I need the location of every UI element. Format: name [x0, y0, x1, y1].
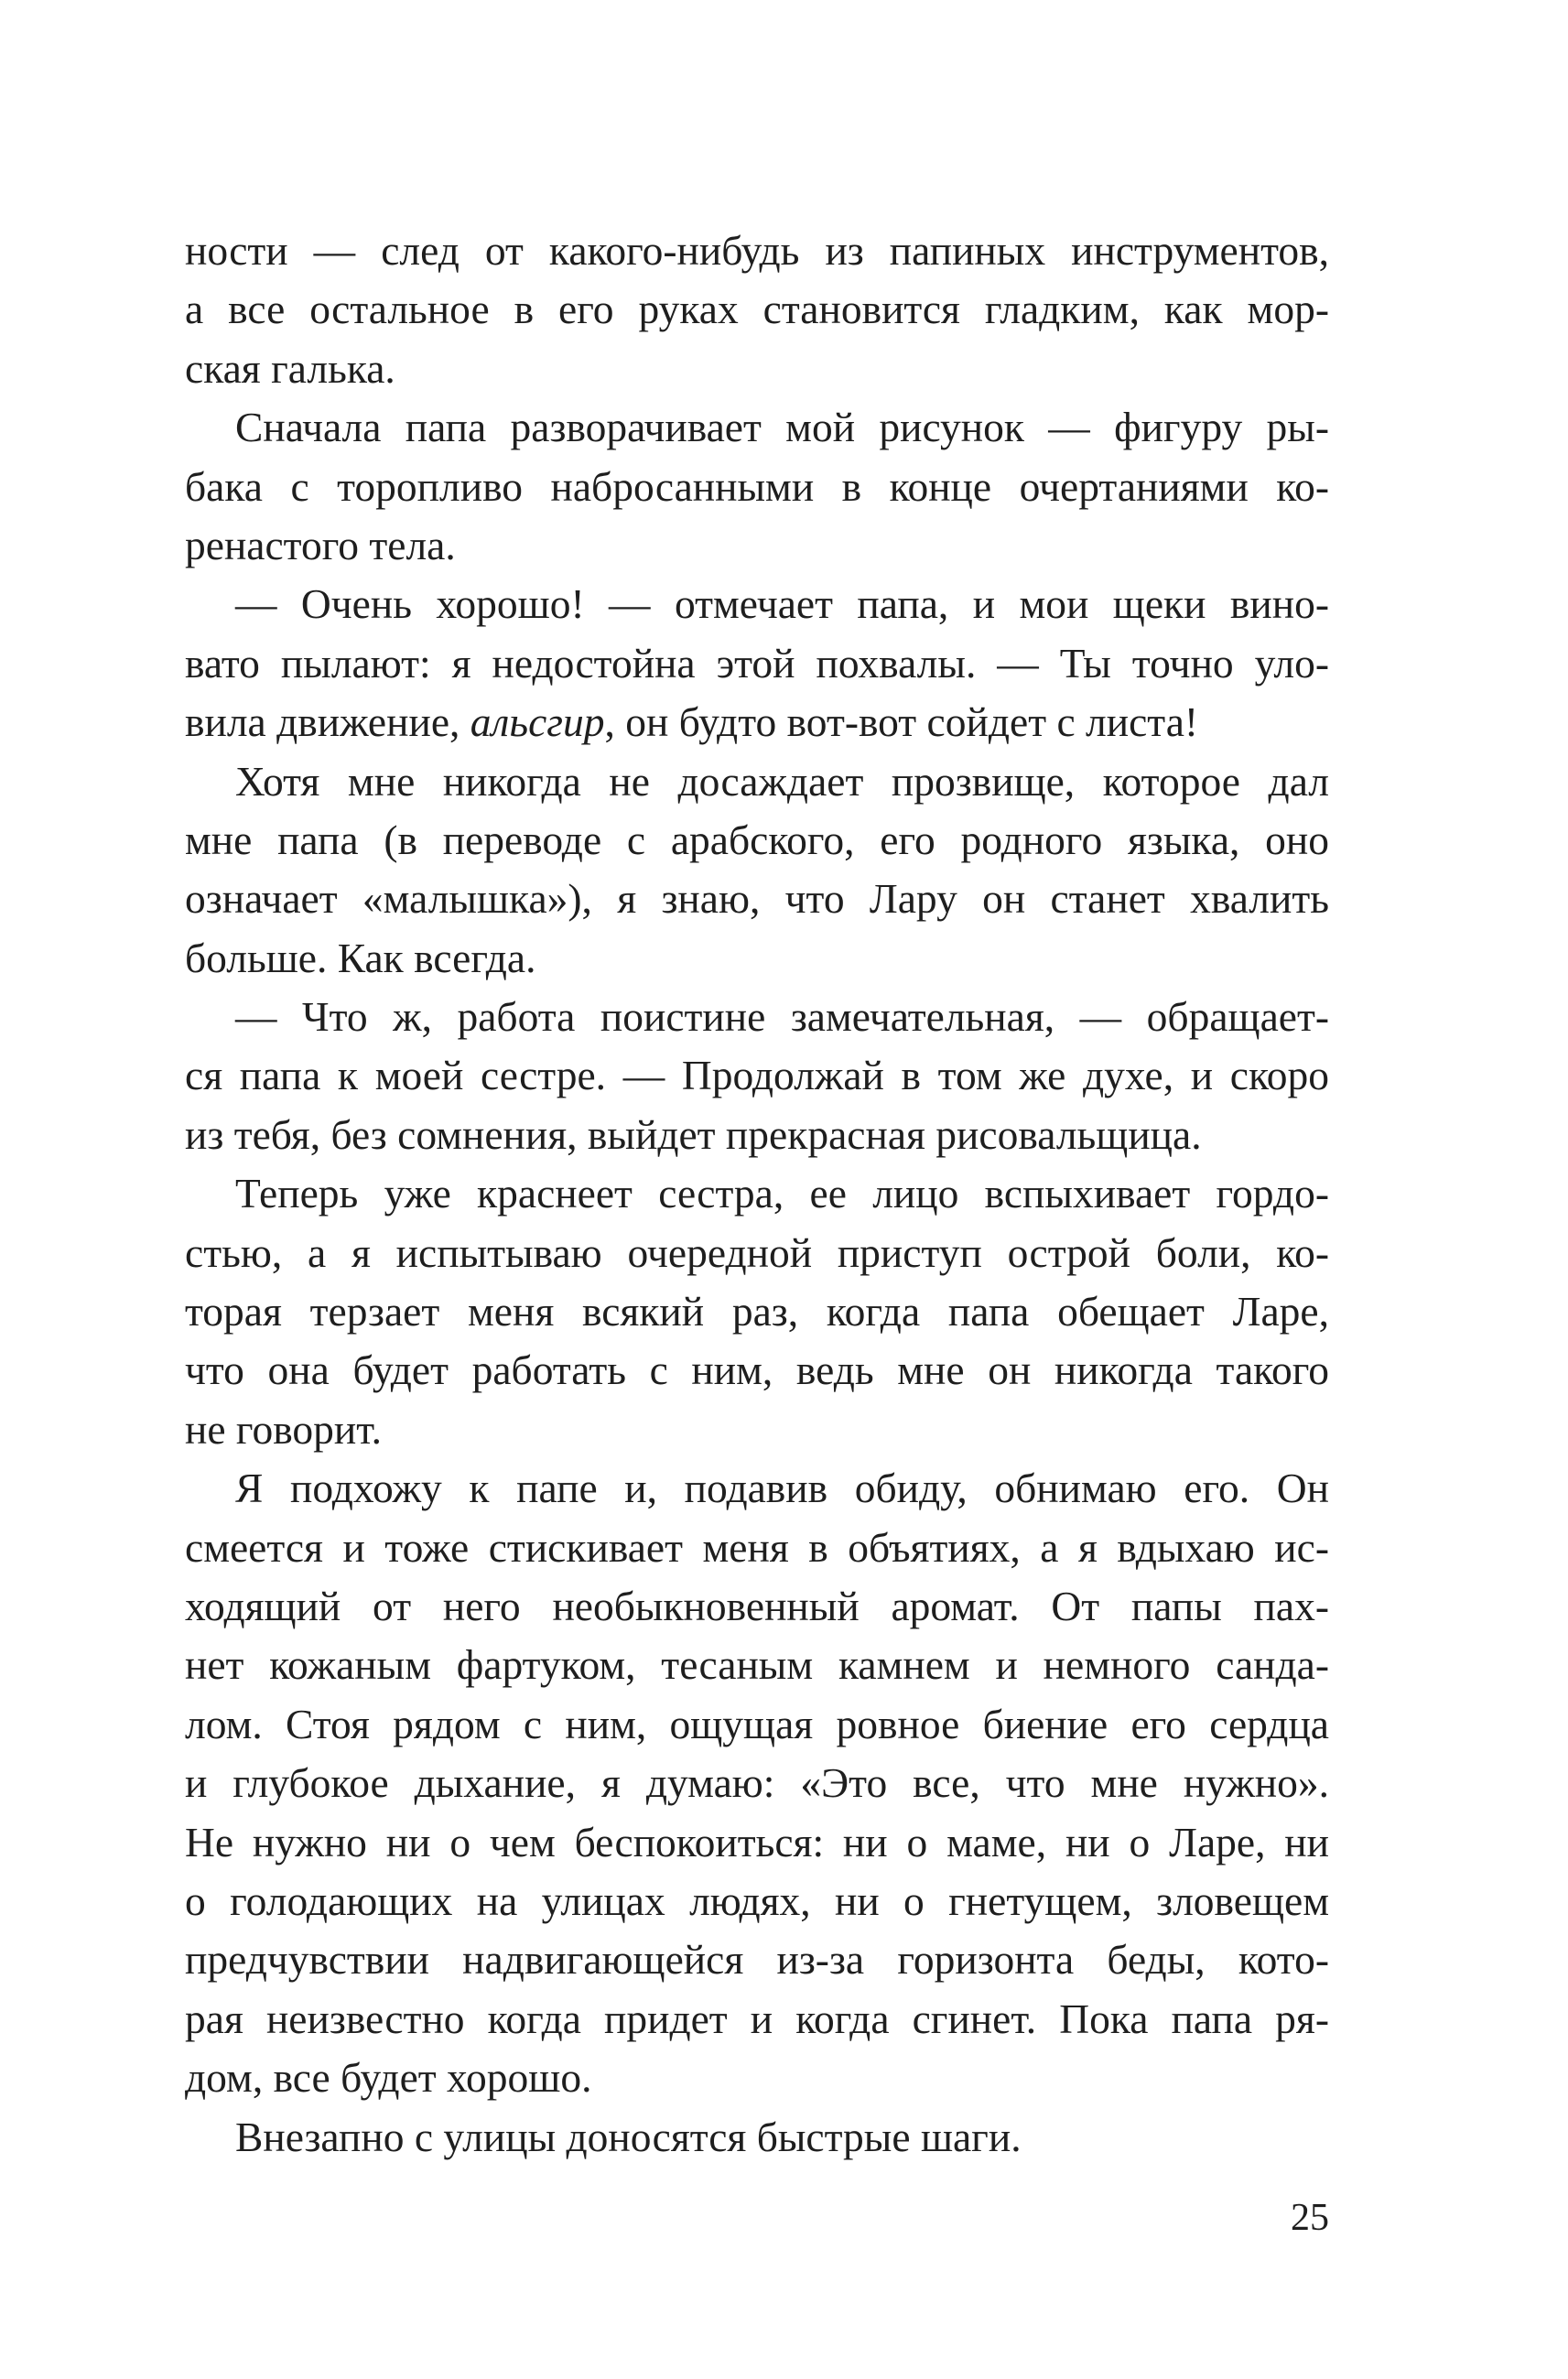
text-line: ся папа к моей сестре. — Продолжай в том же духе, и скоро — [185, 1052, 1329, 1099]
text-line: Не нужно ни о чем беспокоиться: ни о маме, ни о Ларе, ни — [185, 1818, 1329, 1865]
text-line: и глубокое дыхание, я думаю: «Это все, что мне нужно». — [185, 1759, 1329, 1807]
text-line: нет кожаным фартуком, тесаным камнем и немного санда- — [185, 1641, 1329, 1689]
text-line: о голодающих на улицах людях, ни о гнетущем, зловещем — [185, 1876, 1329, 1924]
paragraph — [185, 2108, 1329, 2167]
text-line: бака с торопливо набросанными в конце очертаниями ко- — [185, 462, 1329, 510]
text-line: ренастого тела. — [185, 521, 456, 568]
text-line: Теперь уже краснеет сестра, ее лицо вспыхивает гордо- — [235, 1170, 1329, 1217]
text-line: ходящий от него необыкновенный аромат. От папы пах- — [185, 1582, 1329, 1629]
text-line: из тебя, без сомнения, выйдет прекрасная рисовальщица. — [185, 1110, 1202, 1158]
text-line: означает «малышка»), я знаю, что Лару он станет хвалить — [185, 875, 1329, 923]
page-number: 25 — [1291, 2197, 1329, 2239]
text-line: Я подхожу к папе и, подавив обиду, обнимаю его. Он — [235, 1465, 1329, 1512]
paragraph — [185, 752, 1329, 989]
text-line: вато пылают: я недостойна этой похвалы. — Ты точно уло- — [185, 639, 1329, 687]
text-line: мне папа (в переводе с арабского, его родного языка, оно — [185, 816, 1329, 863]
paragraph — [185, 575, 1329, 752]
body-text — [185, 222, 1329, 2167]
text-line: Внезапно с улицы доносятся быстрые шаги. — [235, 2113, 1022, 2160]
text-line: рая неизвестно когда придет и когда сгинет. Пока папа ря- — [185, 1995, 1329, 2042]
text-line: что она будет работать с ним, ведь мне он никогда такого — [185, 1346, 1329, 1394]
text-line: Хотя мне никогда не досаждает прозвище, которое дал — [235, 757, 1329, 805]
text-line: — Что ж, работа поистине замечательная, — обращает- — [235, 993, 1329, 1041]
text-line: не говорит. — [185, 1405, 383, 1453]
text-line: ности — след от какого-нибудь из папиных инструментов, — [185, 227, 1329, 274]
paragraph — [185, 398, 1329, 575]
text-line: торая терзает меня всякий раз, когда папа обещает Ларе, — [185, 1288, 1329, 1335]
paragraph — [185, 1459, 1329, 2107]
paragraph — [185, 222, 1329, 398]
text-line: лом. Стоя рядом с ним, ощущая ровное биение его сердца — [185, 1700, 1329, 1747]
text-line: Сначала папа разворачивает мой рисунок — фигуру ры- — [235, 404, 1329, 451]
text-line: а все остальное в его руках становится гладким, как мор- — [185, 286, 1329, 333]
paragraph — [185, 988, 1329, 1164]
paragraph — [185, 1164, 1329, 1459]
text-line: больше. Как всегда. — [185, 934, 536, 981]
text-line: предчувствии надвигающейся из-за горизонта беды, кото- — [185, 1936, 1329, 1984]
text-line: ская галька. — [185, 344, 395, 392]
text-line: дом, все будет хорошо. — [185, 2054, 592, 2102]
text-line: — Очень хорошо! — отмечает папа, и мои щеки вино- — [235, 580, 1329, 628]
text-line: стью, а я испытываю очередной приступ острой боли, ко- — [185, 1228, 1329, 1276]
text-line: вила движение, альсгир, он будто вот-вот сойдет с листа! — [185, 698, 1199, 746]
text-line: смеется и тоже стискивает меня в объятиях, а я вдыхаю ис- — [185, 1523, 1329, 1571]
